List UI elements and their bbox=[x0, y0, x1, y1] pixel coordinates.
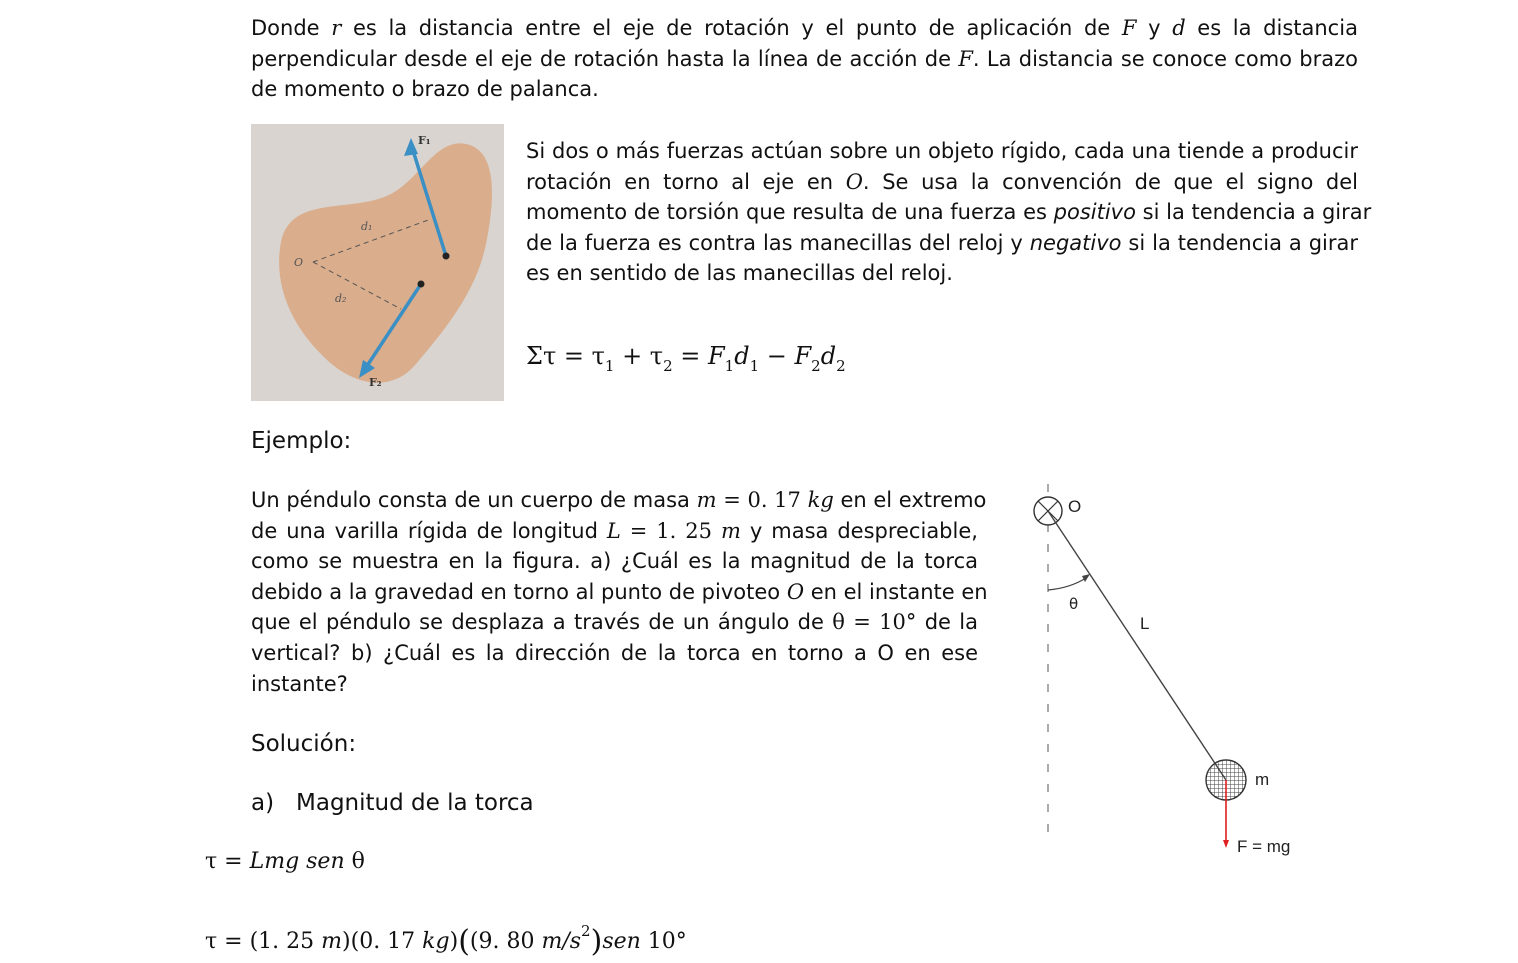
label-d2: d₂ bbox=[335, 292, 347, 305]
multi-force-line-2: rotación en torno al eje en O. Se usa la convención de que el signo del bbox=[526, 169, 1358, 194]
label-o: O bbox=[294, 256, 304, 269]
multi-force-line-3: momento de torsión que resulta de una fuerza es positivo si la tendencia a girar bbox=[526, 200, 1372, 225]
multi-force-line-4: de la fuerza es contra las manecillas del reloj y negativo si la tendencia a girar bbox=[526, 230, 1358, 255]
pendulum-diagram bbox=[1010, 480, 1320, 860]
example-line-1: Un péndulo consta de un cuerpo de masa m = 0. 17 kg en el extremo bbox=[251, 488, 987, 512]
intro-paragraph bbox=[251, 13, 1358, 105]
f1-application-point bbox=[443, 253, 450, 260]
example-heading: Ejemplo: bbox=[251, 428, 352, 454]
label-force: F = mg bbox=[1237, 837, 1291, 856]
sum-torque-equation: $\Sigma\tau = \tau_1 + \tau_2 = F_1d_1 - F_2d_2$ bbox=[526, 342, 846, 375]
label-theta: θ bbox=[1069, 595, 1079, 613]
example-line-3: como se muestra en la figura. a) ¿Cuál es la magnitud de la torca bbox=[251, 549, 978, 574]
label-d1: d₁ bbox=[361, 220, 373, 233]
label-length: L bbox=[1140, 614, 1150, 633]
multi-force-paragraph bbox=[526, 136, 1372, 289]
example-line-2: de una varilla rígida de longitud L = 1. 25 m y masa despreciable, bbox=[251, 518, 978, 543]
weight-force-arrowhead bbox=[1223, 840, 1229, 848]
example-line-4: debido a la gravedad en torno al punto de pivoteo O en el instante en bbox=[251, 579, 988, 604]
label-pivot-o: O bbox=[1068, 497, 1082, 516]
torque-substitution: τ = (1. 25 m)(0. 17 kg)((9. 80 $m/s^2)sen$ 10° bbox=[205, 922, 687, 959]
example-line-7: instante? bbox=[251, 671, 348, 696]
label-mass: m bbox=[1255, 770, 1270, 789]
torque-diagram bbox=[251, 124, 504, 401]
intro-line-2: perpendicular desde el eje de rotación hasta la línea de acción de F. La distancia se conoce como brazo bbox=[251, 46, 1359, 71]
solution-item-letter: a) bbox=[251, 790, 275, 816]
solution-item-text: Magnitud de la torca bbox=[296, 790, 534, 816]
label-f1: F₁ bbox=[418, 134, 431, 147]
example-paragraph bbox=[251, 485, 988, 699]
label-f2: F₂ bbox=[369, 376, 382, 389]
f2-application-point bbox=[418, 281, 425, 288]
solution-heading: Solución: bbox=[251, 731, 357, 757]
pendulum-rod bbox=[1048, 511, 1226, 780]
torque-formula: τ = Lmg sen θ bbox=[205, 849, 365, 874]
angle-arc bbox=[1048, 578, 1086, 590]
multi-force-line-5: es en sentido de las manecillas del reloj. bbox=[526, 261, 953, 286]
angle-arc-arrowhead bbox=[1082, 574, 1090, 582]
solution-item-a bbox=[251, 790, 534, 816]
intro-line-1: Donde r es la distancia entre el eje de rotación y el punto de aplicación de F y d es la distancia bbox=[251, 16, 1358, 40]
multi-force-line-1: Si dos o más fuerzas actúan sobre un objeto rígido, cada una tiende a producir bbox=[526, 139, 1358, 163]
example-line-6: vertical? b) ¿Cuál es la dirección de la torca en torno a O en ese bbox=[251, 640, 978, 665]
example-line-5: que el péndulo se desplaza a través de un ángulo de θ = 10° de la bbox=[251, 610, 978, 635]
intro-line-3: de momento o brazo de palanca. bbox=[251, 77, 599, 102]
